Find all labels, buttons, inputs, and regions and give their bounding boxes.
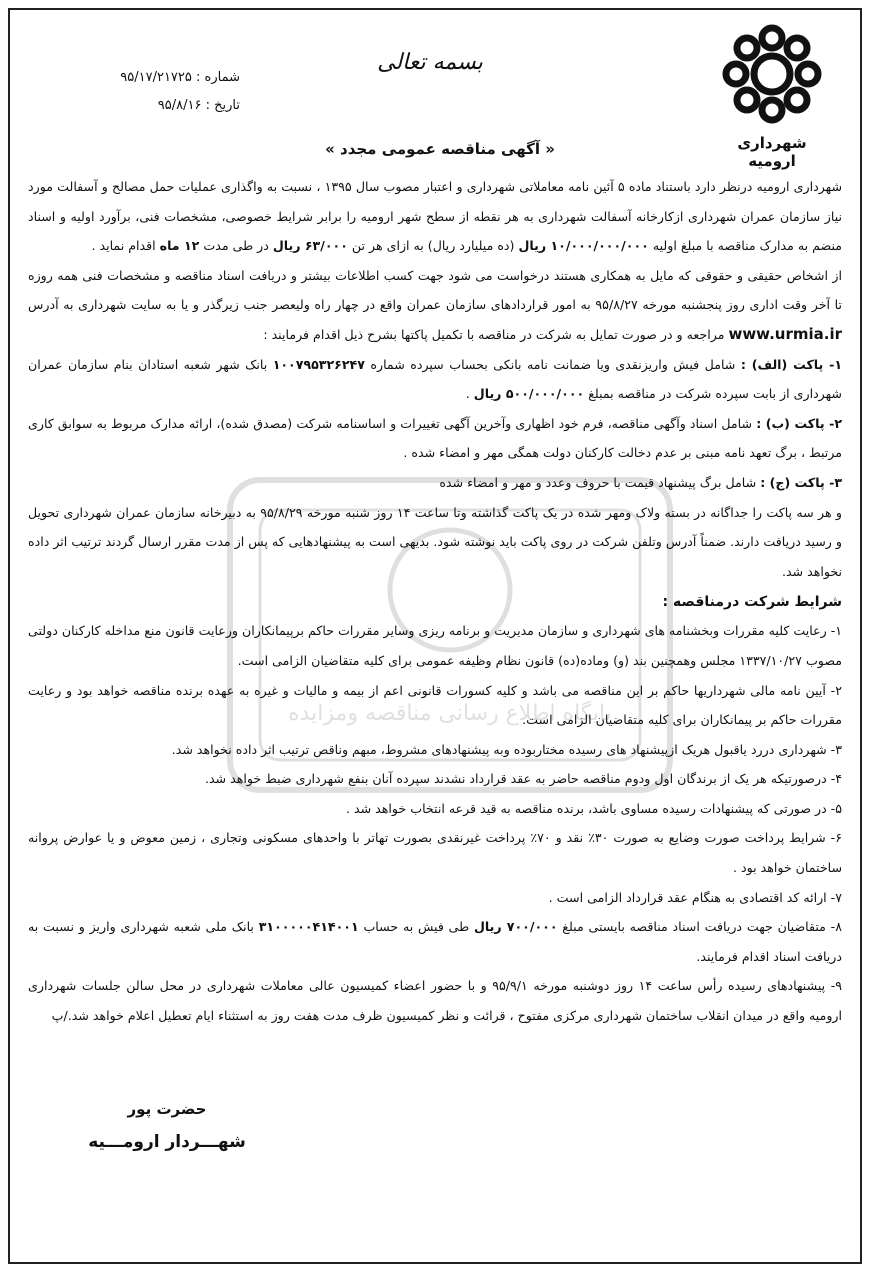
condition-8-text-3: بانک ملی شعبه شهرداری واریز و نسبت به دریافت اسناد اقدام فرمایند. bbox=[28, 919, 842, 964]
date-label: تاریخ : bbox=[205, 98, 240, 113]
condition-6: ۶- شرایط پرداخت صورت وضایع به صورت ۳۰٪ نقد و ۷۰٪ پرداخت غیرنقدی بصورت تهاتر با واحدهای مسکونی وتجاری ، زمین معوض و یا عوارض پروانه ساختمان خواهد بود . bbox=[28, 830, 842, 876]
intro-text-2: (ده میلیارد ریال) به ازای هر تن bbox=[347, 238, 519, 254]
urmia-municipality-logo-icon bbox=[722, 24, 822, 124]
pack-b-text: شامل اسناد وآگهی مناقصه، فرم خود اظهاری وآخرین آگهی تغییرات و اساسنامه شرکت (مصدق شده)، ارائه مدارک مربوط به سوابق کاری مرتبط ، برگ تعهد نامه مبنی بر عدم دخالت کارکنان دولت همگی مهر و امضاء شده . bbox=[28, 415, 842, 461]
notice-title: « آگهی مناقصه عمومی مجدد » bbox=[325, 140, 555, 158]
pack-c-label: ۳- پاکت (ج) : bbox=[760, 474, 842, 490]
invite-text-2: مراجعه و در صورت تمایل به شرکت در مناقصه با تکمیل پاکتها بشرح ذیل اقدام فرمایند : bbox=[263, 326, 729, 342]
pack-a-label: ۱- پاکت (الف) : bbox=[740, 356, 842, 372]
organization-name: شهرداری ارومیه bbox=[737, 134, 807, 170]
signatory-name: حضرت پور bbox=[127, 1100, 207, 1118]
condition-8 bbox=[28, 912, 842, 971]
document-date bbox=[60, 98, 240, 113]
pack-a-end: . bbox=[465, 386, 474, 402]
pack-b-label: ۲- پاکت (ب) : bbox=[756, 415, 842, 431]
notice-frame bbox=[8, 8, 862, 1264]
pack-a-text-1: شامل فیش واریزنقدی ویا ضمانت نامه بانکی بحساب سپرده شماره bbox=[364, 356, 741, 372]
condition-9: ۹- پیشنهادهای رسیده رأس ساعت ۱۴ روز دوشنبه مورخه ۹۵/۹/۱ و با حضور اعضاء کمیسیون عالی معاملات شهرداری در محل سالن جلسات شهرداری ارومیه واقع در میدان انقلاب ساختمان شهرداری مرکزی مفتوح ، قرائت و نظر کمیسیون ظرف مدت هفت روز به استثناء ایام تعطیل اعلام خواهد شد./پ bbox=[28, 978, 842, 1024]
intro-text-3: در طی مدت bbox=[199, 238, 273, 254]
contract-duration: ۱۲ ماه bbox=[159, 238, 200, 254]
pack-a-text-2: بانک شهر شعبه استادان بنام سازمان عمران شهرداری از بابت سپرده شرکت در مناقصه بمبلغ bbox=[28, 356, 842, 402]
deposit-account-number: ۱۰۰۷۹۵۳۲۶۲۴۷ bbox=[272, 356, 365, 372]
condition-1: ۱- رعایت کلیه مقررات وبخشنامه های شهرداری و سازمان مدیریت و برنامه ریزی وسایر مقررات حاکم برپیمانکاران ورعایت قانون منع مداخله کارکنان دولتی مصوب ۱۳۳۷/۱۰/۲۷ مجلس وهمچنین بند (و) وماده(ده) قانون نظام وظیفه عمومی برای کلیه متقاضیان الزامی است. bbox=[28, 623, 842, 668]
basmala-heading: بسمه تعالی bbox=[377, 50, 483, 75]
documents-fee: ۷۰۰/۰۰۰ ریال bbox=[473, 919, 558, 935]
initial-amount: ۱۰/۰۰۰/۰۰۰/۰۰۰ ریال bbox=[518, 238, 649, 254]
signatory-title: شهـــردار ارومـــیه bbox=[88, 1132, 246, 1152]
pack-b-paragraph bbox=[28, 409, 842, 468]
per-ton-rate: ۶۳/۰۰۰ ریال bbox=[272, 238, 348, 254]
pack-a-paragraph bbox=[28, 350, 842, 409]
watermark-text: پایگاه اطلاع رسانی مناقصه ومزایده bbox=[288, 701, 612, 726]
website-link[interactable]: www.urmia.ir bbox=[728, 324, 842, 343]
intro-paragraph bbox=[28, 172, 842, 261]
condition-8-text-1: ۸- متقاضیان جهت دریافت اسناد مناقصه بایستی مبلغ bbox=[557, 919, 842, 935]
delivery-paragraph: و هر سه پاکت را جداگانه در بسته ولاک ومهر شده در یک پاکت گذاشته وتا ساعت ۱۴ روز شنبه مورخه ۹۵/۸/۲۹ به دبیرخانه سازمان عمران شهرداری تحویل و رسید دریافت دارند. ضمناً آدرس وتلفن شرکت در روی پاکت باید نوشته شود. بدیهی است به پیشنهادهایی که پس از مدت مقرر ارسال گردند ترتیب اثر داده نخواهد شد. bbox=[28, 504, 842, 579]
condition-8-text-2: طی فیش به حساب bbox=[358, 919, 474, 935]
intro-text-1: شهرداری ارومیه درنظر دارد باستناد ماده ۵ آئین نامه معاملاتی شهرداری و اعتبار مصوب سال ۱۳۹۵ ، نسبت به واگذاری عملیات حمل مصالح و آسفالت مورد نیاز سازمان عمران شهرداری ازکارخانه آسفالت شهرداری به هر نقطه از سطح شهر ارومیه را برابر شرایط خصوصی، مشخصات فنی، برآورد اولیه و اسناد منضم به مدارک مناقصه با مبلغ اولیه bbox=[28, 179, 842, 254]
condition-5: ۵- در صورتی که پیشنهادات رسیده مساوی باشد، برنده مناقصه به قید قرعه انتخاب خواهد شد . bbox=[346, 800, 842, 816]
document-number bbox=[60, 70, 240, 85]
number-label: شماره : bbox=[196, 70, 240, 85]
condition-3: ۳- شهرداری دررد یاقبول هریک ازپیشنهاد های رسیده مختاربوده وبه پیشنهادهای مشروط، مبهم وناقص ترتیب اثر داده نخواهد شد. bbox=[171, 741, 842, 757]
condition-2: ۲- آیین نامه مالی شهرداریها حاکم بر این مناقصه می باشد و کلیه کسورات قانونی اعم از بیمه و مالیات و غیره به عهده برنده مناقصه خواهد بود و رعایت مقررات حاکم بر پیمانکاران برای کلیه متقاضیان الزامی است. bbox=[28, 682, 842, 728]
invitation-paragraph bbox=[28, 261, 842, 350]
notice-body bbox=[28, 172, 842, 1031]
number-value: ۹۵/۱۷/۲۱۷۲۵ bbox=[120, 70, 192, 85]
pack-c-paragraph bbox=[28, 468, 842, 498]
condition-4: ۴- درصورتیکه هر یک از برندگان اول ودوم مناقصه حاضر به عقد قرارداد نشدند سپرده آنان بنفع شهرداری ضبط خواهد شد. bbox=[204, 771, 842, 787]
fee-account-number: ۳۱۰۰۰۰۰۴۱۴۰۰۱ bbox=[258, 919, 359, 935]
conditions-heading: شرایط شرکت درمناقصه : bbox=[662, 594, 842, 611]
deposit-amount: ۵۰۰/۰۰۰/۰۰۰ ریال bbox=[473, 386, 585, 402]
condition-7: ۷- ارائه کد اقتصادی به هنگام عقد قرارداد الزامی است . bbox=[548, 889, 842, 905]
pack-c-text: شامل برگ پیشنهاد قیمت با حروف وعدد و مهر و امضاء شده bbox=[439, 474, 761, 490]
invite-text-1: از اشخاص حقیقی و حقوقی که مایل به همکاری هستند درخواست می شود جهت کسب اطلاعات بیشتر و دریافت اسناد مناقصه و مشخصات فنی همه روزه تا آخر وقت اداری روز پنجشنبه مورخه ۹۵/۸/۲۷ به امور قراردادهای سازمان عمران واقع در چهار راه ولیعصر جنب زیرگذر و یا به سایت شهرداری به آدرس bbox=[28, 267, 842, 313]
intro-text-4: اقدام نماید . bbox=[91, 238, 160, 254]
date-value: ۹۵/۸/۱۶ bbox=[157, 98, 202, 113]
